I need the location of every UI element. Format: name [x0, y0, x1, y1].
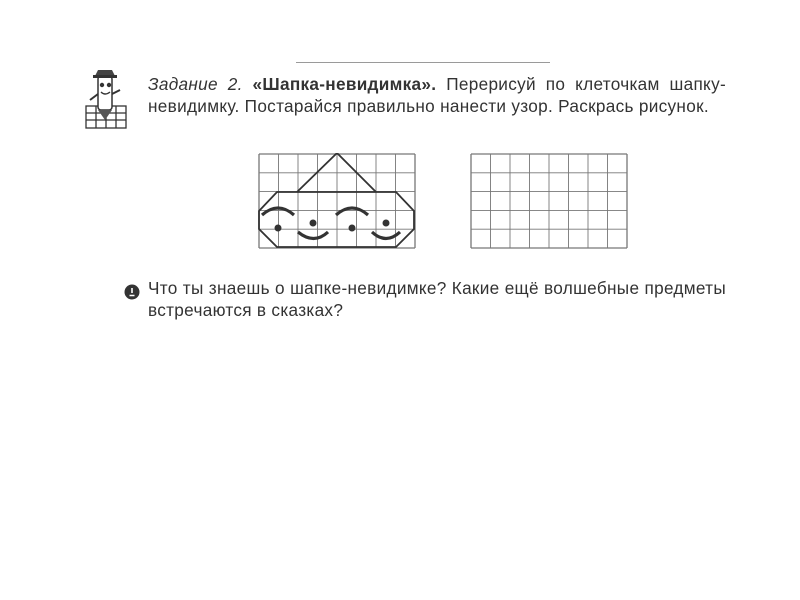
task-instruction: Перерисуй по клеточкам шапку-невидимку. Постарайся правильно нанести узор. Раскрась рисунок. [148, 74, 726, 116]
cap-dot [275, 225, 282, 232]
question-text: Что ты знаешь о шапке-невидимке? Какие ещё волшебные предметы встречаются в сказках? [148, 278, 726, 320]
question-bullet-icon [124, 284, 140, 300]
pencil-mascot-icon [82, 66, 132, 130]
cap-drawing [259, 153, 414, 247]
sample-cap-grid [258, 153, 416, 249]
task-title: «Шапка-невидимка». [252, 74, 437, 94]
sample-grid-lines [259, 154, 415, 248]
cap-dot [383, 220, 390, 227]
task-text [148, 73, 726, 117]
cap-dot [310, 220, 317, 227]
top-rule [296, 62, 550, 63]
task-label: Задание 2. [148, 74, 243, 94]
empty-drawing-grid[interactable] [470, 153, 628, 249]
empty-grid-lines [471, 154, 627, 248]
cap-dot [349, 225, 356, 232]
